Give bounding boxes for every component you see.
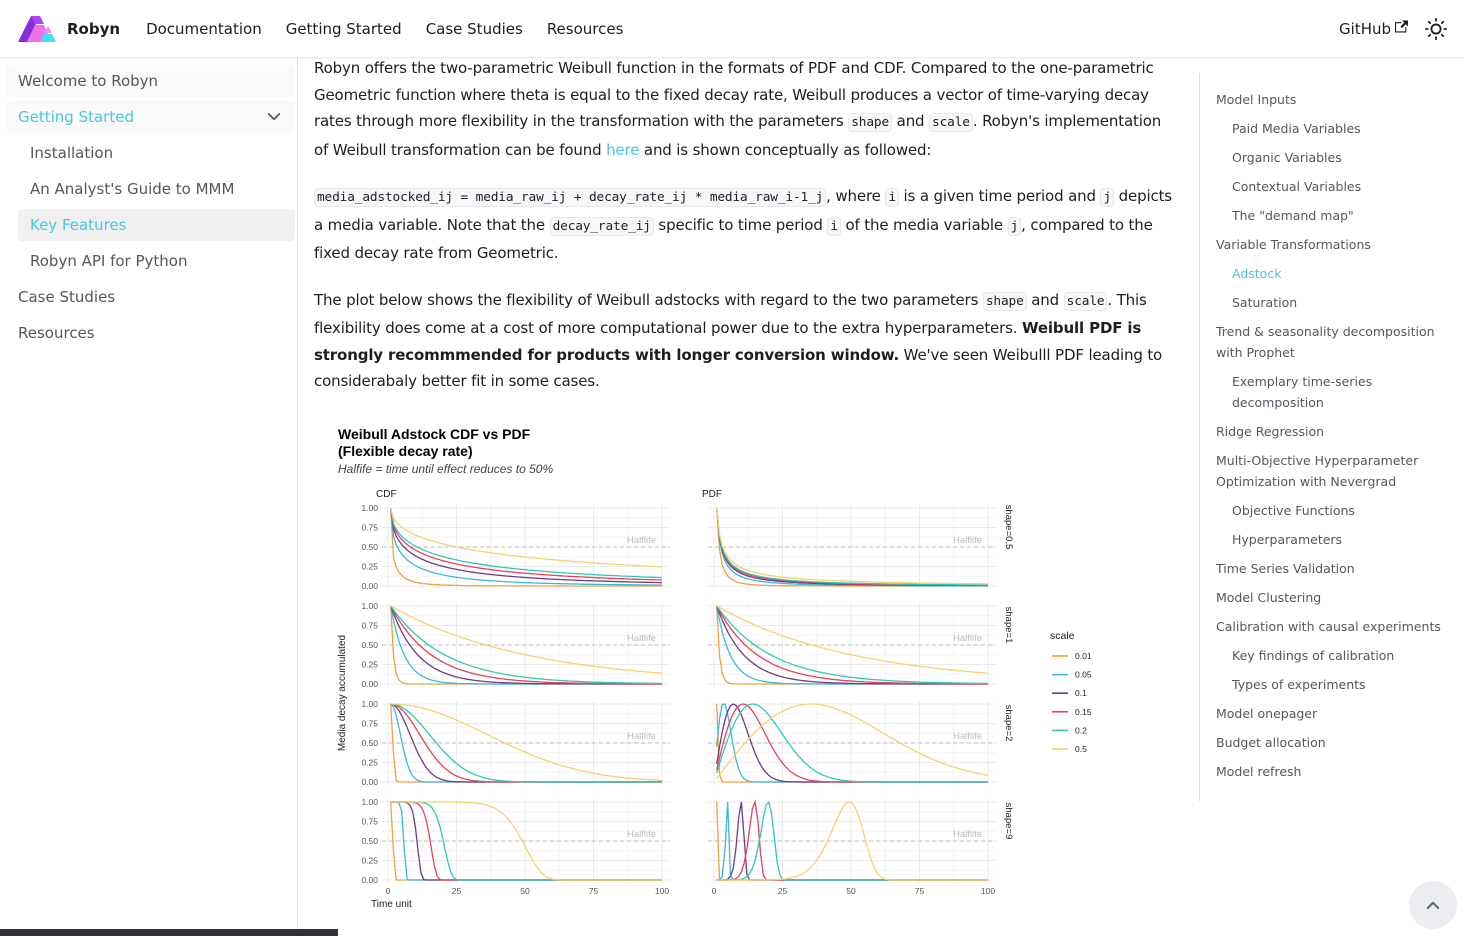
toc-item[interactable]: Ridge Regression (1216, 424, 1325, 439)
text: is a given time period and (898, 187, 1101, 205)
y-tick-label: 0.75 (361, 816, 378, 827)
halflife-label: Halflife (952, 829, 982, 840)
series-line-scale-0.2 (391, 508, 662, 578)
y-tick-label: 0.25 (361, 757, 378, 768)
text: , compared to the fixed decay rate from Geometric. (314, 215, 1153, 262)
navbar-right (1339, 17, 1448, 41)
y-tick-label: 0.00 (361, 875, 378, 885)
github-link[interactable] (1339, 20, 1408, 38)
y-tick-label: 0.25 (361, 561, 378, 572)
chevron-up-icon (1424, 896, 1442, 914)
sidebar-item-key-features[interactable] (18, 209, 295, 241)
toc-item[interactable]: Model refresh (1216, 764, 1302, 779)
column-label-pdf: PDF (702, 489, 722, 500)
x-tick-label: 25 (777, 886, 788, 896)
legend-label: 0.5 (1075, 744, 1087, 754)
y-tick-label: 1.00 (361, 601, 378, 611)
x-tick-label: 0 (711, 886, 717, 896)
text: The plot below shows the flexibility of Weibull adstocks with regard to the two parameters (314, 290, 983, 309)
toc-item[interactable]: Saturation (1232, 295, 1298, 310)
inline-code-shape: shape (983, 292, 1027, 311)
y-tick-label: 0.50 (361, 542, 378, 552)
halflife-label: Halflife (626, 535, 656, 546)
x-tick-label: 25 (451, 886, 462, 896)
y-tick-label: 0.75 (361, 620, 378, 631)
y-tick-label: 0.00 (361, 679, 378, 689)
row-strip-label: shape=1 (1003, 606, 1014, 644)
series-line-scale-0.5 (717, 704, 988, 778)
sidebar-item-label: Installation (30, 144, 114, 162)
text: and (892, 112, 930, 130)
x-tick-label: 75 (588, 886, 599, 896)
toc-item[interactable]: The "demand map" (1232, 208, 1354, 223)
github-label: GitHub (1339, 19, 1391, 38)
sidebar-item-installation[interactable] (18, 137, 295, 169)
series-line-scale-0.5 (717, 508, 988, 584)
nav-link-case-studies[interactable]: Case Studies (425, 19, 523, 38)
toc-item[interactable]: Time Series Validation (1216, 561, 1355, 576)
halflife-label: Halflife (626, 731, 656, 742)
y-tick-label: 0.00 (361, 581, 378, 591)
toc-item[interactable]: Types of experiments (1232, 677, 1366, 692)
facet-panel (708, 603, 996, 687)
sidebar-item-label: Welcome to Robyn (18, 72, 159, 90)
toc-item[interactable]: Exemplary time-series decomposition (1232, 374, 1373, 410)
x-tick-label: 0 (385, 886, 391, 896)
back-to-top-button[interactable] (1409, 881, 1457, 929)
legend-label: 0.2 (1075, 725, 1087, 736)
toc-item[interactable]: Paid Media Variables (1232, 121, 1361, 136)
sidebar-item-robyn-api-python[interactable] (18, 245, 295, 277)
nav-link-getting-started[interactable]: Getting Started (285, 19, 402, 38)
y-tick-label: 0.75 (361, 522, 378, 533)
series-line-scale-0.5 (391, 704, 662, 781)
weibull-figure (314, 418, 1104, 918)
y-tick-label: 1.00 (361, 797, 378, 807)
toc-item[interactable]: Budget allocation (1216, 735, 1326, 750)
y-tick-label: 0.25 (361, 659, 378, 670)
y-tick-label: 0.75 (361, 718, 378, 729)
sidebar-item-label: Case Studies (18, 288, 116, 306)
legend-label: 0.15 (1075, 706, 1092, 717)
text: of the media variable (840, 215, 1008, 234)
text: depicts a media variable. Note that the (314, 187, 1172, 234)
toc-item[interactable]: Adstock (1232, 266, 1282, 281)
text: and is shown conceptually as followed: (639, 140, 932, 159)
toc-item[interactable]: Variable Transformations (1216, 237, 1371, 252)
facet-panel (361, 503, 670, 591)
inline-code-formula: media_adstocked_ij = media_raw_ij + decay_rate_ij * media_raw_i-1_j (314, 188, 826, 207)
sidebar-item-resources[interactable] (6, 317, 295, 349)
chart-subtitle: Halfife = time until effect reduces to 50% (338, 462, 554, 476)
text: Robyn offers the two-parametric Weibull function in the formats of PDF and CDF. Compared to the one-parametric Geometric function where theta is equal to the fixed decay rate, Weibull produces a vector of time-varying decay rates through more flexibility in the transformation with the parameters (314, 59, 1154, 130)
brand-link[interactable] (18, 15, 120, 43)
chart-title: Weibull Adstock CDF vs PDF (338, 426, 531, 442)
sun-icon (1425, 18, 1447, 40)
legend-label: 0.01 (1075, 651, 1092, 661)
table-of-contents (1199, 73, 1464, 801)
toc-item[interactable]: Multi-Objective Hyperparameter Optimization with Nevergrad (1216, 453, 1419, 489)
horizontal-scrollbar[interactable] (0, 929, 338, 936)
x-tick-label: 50 (520, 886, 530, 896)
halflife-label: Halflife (626, 633, 656, 644)
y-tick-label: 0.25 (361, 855, 378, 866)
facet-panel (708, 505, 996, 589)
theme-toggle-button[interactable] (1424, 17, 1448, 41)
y-tick-label: 0.00 (361, 777, 378, 787)
facet-panel (361, 699, 670, 787)
text: and (1026, 290, 1064, 309)
chevron-down-icon[interactable] (265, 108, 283, 126)
toc-item[interactable]: Key findings of calibration (1232, 648, 1395, 663)
halflife-label: Halflife (952, 633, 982, 644)
chart-panels (361, 503, 1014, 896)
text: . Robyn's implementation of Weibull transformation can be found (314, 112, 1162, 159)
toc-item[interactable]: Hyperparameters (1232, 532, 1343, 547)
x-tick-label: 100 (654, 886, 670, 896)
toc-item[interactable]: Contextual Variables (1232, 179, 1362, 194)
toc-item[interactable]: Organic Variables (1232, 150, 1342, 165)
nav-link-documentation[interactable]: Documentation (146, 19, 262, 38)
row-strip-label: shape=0.5 (1003, 504, 1014, 550)
y-axis-label: Media decay accumulated (337, 634, 348, 752)
legend-title: scale (1050, 630, 1075, 642)
x-tick-label: 100 (980, 886, 996, 896)
inline-code-scale: scale (1064, 292, 1108, 311)
y-tick-label: 0.50 (361, 738, 378, 748)
legend-label: 0.1 (1075, 688, 1087, 699)
paragraph-plot-description (314, 287, 1176, 395)
sidebar-item-analysts-guide[interactable] (18, 173, 295, 205)
sidebar-item-label: Getting Started (18, 108, 134, 126)
brand-title: Robyn (67, 19, 121, 38)
halflife-label: Halflife (626, 829, 656, 840)
text: , where (826, 187, 886, 205)
sidebar-menu (0, 57, 297, 349)
halflife-label: Halflife (952, 731, 982, 742)
inline-code-j: j (1100, 188, 1114, 207)
sidebar-item-case-studies[interactable] (6, 281, 295, 313)
here-link[interactable]: here (606, 140, 640, 159)
y-tick-label: 1.00 (361, 503, 378, 513)
x-tick-label: 50 (846, 886, 856, 896)
facet-panel (708, 701, 996, 785)
toc-item[interactable]: Model Inputs (1216, 92, 1297, 107)
x-tick-label: 75 (914, 886, 925, 896)
robyn-logo-icon (18, 15, 56, 43)
toc-item[interactable]: Objective Functions (1232, 503, 1355, 518)
paragraph-weibull-intro (314, 55, 1176, 163)
toc-item[interactable]: Model Clustering (1216, 590, 1322, 605)
toc-item[interactable]: Model onepager (1216, 706, 1318, 721)
facet-panel (361, 601, 670, 689)
facet-panel (361, 797, 670, 896)
docs-sidebar (0, 57, 298, 936)
halflife-label: Halflife (952, 535, 982, 546)
sidebar-item-label: An Analyst's Guide to MMM (30, 180, 235, 198)
row-strip-label: shape=9 (1003, 802, 1014, 840)
inline-code-decay-rate: decay_rate_ij (550, 217, 654, 236)
facet-panel (708, 799, 996, 896)
sidebar-item-label: Resources (18, 324, 95, 342)
text: . This flexibility does come at a cost of more computational power due to the extra hyperparameters. (314, 290, 1147, 337)
inline-code-j: j (1008, 217, 1022, 236)
sidebar-item-label: Robyn API for Python (30, 252, 188, 270)
sidebar-item-getting-started[interactable] (6, 101, 295, 133)
text: specific to time period (653, 215, 828, 234)
toc-item[interactable]: Trend & seasonality decomposition with Prophet (1216, 324, 1435, 360)
inline-code-i: i (827, 217, 841, 236)
text: We've seen Weibulll PDF leading to considerabaly better fit in some cases. (314, 345, 1163, 390)
row-strip-label: shape=2 (1003, 704, 1014, 742)
inline-code-shape: shape (848, 113, 892, 132)
toc-list (1200, 73, 1464, 782)
legend-label: 0.05 (1075, 669, 1092, 680)
column-label-cdf: CDF (376, 489, 397, 500)
main-content (314, 57, 1176, 415)
inline-code-scale: scale (929, 113, 973, 132)
chart-title-2: (Flexible decay rate) (338, 443, 473, 459)
y-tick-label: 0.50 (361, 640, 378, 650)
nav-link-resources[interactable]: Resources (546, 19, 624, 38)
navbar (0, 0, 1464, 57)
sidebar-item-welcome[interactable] (6, 65, 295, 97)
bold-recommendation: Weibull PDF is strongly recommmended for products with longer conversion window. (314, 319, 1142, 364)
external-link-icon (1395, 20, 1408, 33)
weibull-chart (314, 418, 1104, 918)
paragraph-formula (314, 183, 1176, 267)
inline-code-i: i (885, 188, 899, 207)
chart-legend (1052, 651, 1092, 754)
x-axis-label: Time unit (371, 899, 412, 910)
toc-item[interactable]: Calibration with causal experiments (1216, 619, 1441, 634)
sidebar-item-label: Key Features (30, 216, 127, 234)
y-tick-label: 0.50 (361, 836, 378, 846)
y-tick-label: 1.00 (361, 699, 378, 709)
